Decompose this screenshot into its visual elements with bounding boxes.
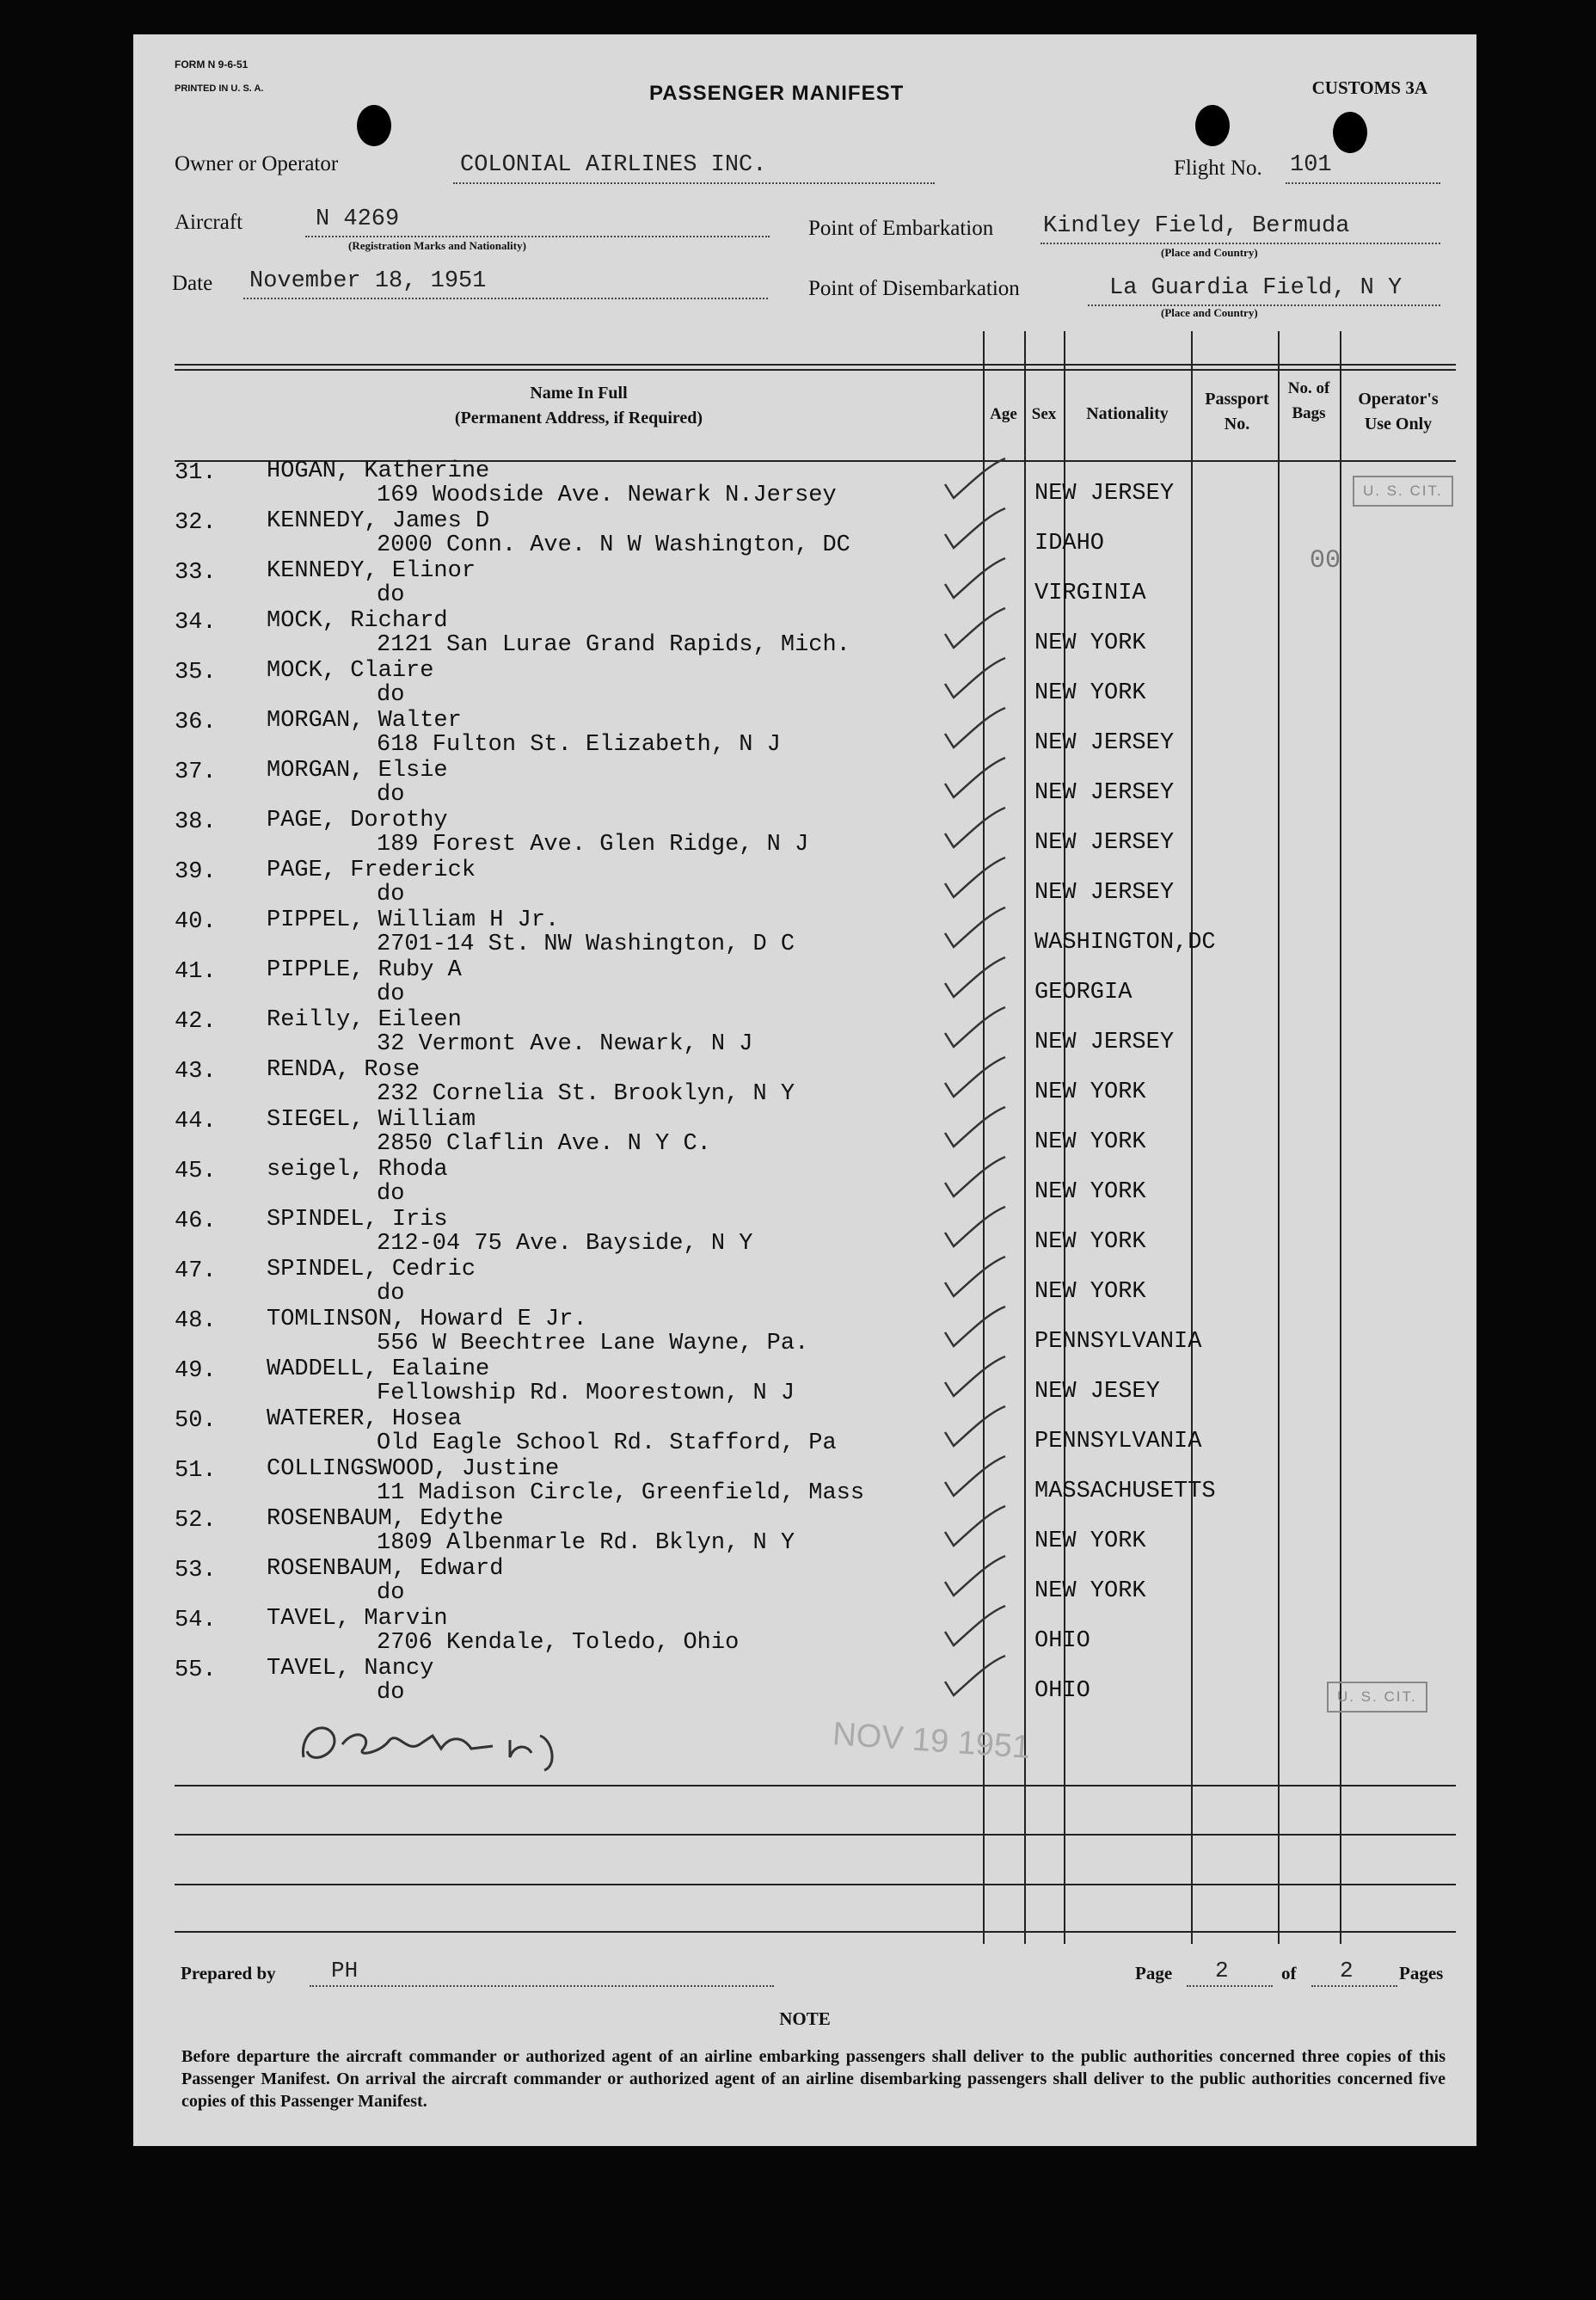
table-row	[175, 560, 1456, 610]
check-mark-icon	[1040, 656, 1100, 708]
passenger-address: 556 W Beechtree Lane Wayne, Pa.	[377, 1331, 809, 1356]
embark-value: Kindley Field, Bermuda	[1043, 213, 1350, 239]
table-row	[175, 809, 1456, 859]
passenger-address: do	[377, 981, 405, 1007]
passenger-number: 43.	[175, 1059, 217, 1085]
check-mark-icon	[1040, 606, 1100, 658]
us-cit-stamp-bottom: U. S. CIT.	[1327, 1682, 1427, 1713]
punch-hole-left	[357, 105, 391, 146]
note-text: Before departure the aircraft commander or authorized agent of an airline embarking passengers shall deliver to the public authorities concerned three copies of this Passenger Manifest. On arrival the aircraft commander or authorized agent of an airline disembarking passengers shall deliver to the public authorities concerned five copies of this Passenger Manifest.	[181, 2047, 1446, 2111]
passenger-address: 2850 Claflin Ave. N Y C.	[377, 1131, 711, 1157]
table-row	[175, 959, 1456, 1009]
received-date-stamp: NOV 19 1951	[831, 1716, 1032, 1766]
blank-rule-2	[175, 1834, 1456, 1836]
passenger-number: 48.	[175, 1308, 217, 1334]
passenger-nationality: NEW JERSEY	[1034, 730, 1175, 756]
passenger-name: SPINDEL, Iris	[267, 1207, 448, 1233]
check-mark-icon	[1040, 1205, 1100, 1257]
aircraft-label: Aircraft	[175, 211, 243, 234]
form-number: FORM N 9-6-51	[175, 58, 249, 71]
blank-rule-1	[175, 1785, 1456, 1786]
signature	[295, 1710, 587, 1774]
table-row	[175, 1508, 1456, 1558]
passenger-nationality: NEW JERSEY	[1034, 830, 1175, 856]
punch-hole-right-1	[1195, 105, 1230, 146]
check-mark-icon	[1040, 457, 1100, 508]
table-top-rule-2	[175, 369, 1456, 371]
owner-underline	[453, 182, 935, 184]
check-mark-icon	[1040, 1504, 1100, 1556]
date-underline	[243, 298, 768, 299]
col-header-name-sub: (Permanent Address, if Required)	[454, 409, 703, 427]
passenger-nationality: NEW YORK	[1034, 630, 1146, 656]
table-row	[175, 710, 1456, 759]
passenger-number: 42.	[175, 1009, 217, 1035]
prepared-value: PH	[331, 1958, 359, 1983]
table-row	[175, 1208, 1456, 1258]
check-mark-icon	[1040, 1355, 1100, 1406]
passenger-nationality: NEW JERSEY	[1034, 1030, 1175, 1055]
check-mark-icon	[1040, 756, 1100, 808]
passenger-number: 49.	[175, 1358, 217, 1384]
passenger-number: 46.	[175, 1208, 217, 1234]
us-cit-stamp-top: U. S. CIT.	[1353, 476, 1453, 507]
passenger-name: TAVEL, Nancy	[267, 1656, 434, 1682]
owner-label: Owner or Operator	[175, 152, 339, 175]
passenger-name: PIPPEL, William H Jr.	[267, 907, 560, 933]
passenger-address: do	[377, 782, 405, 808]
passenger-nationality: NEW JERSEY	[1034, 481, 1175, 507]
check-mark-icon	[1040, 557, 1100, 608]
passenger-nationality: GEORGIA	[1034, 980, 1133, 1005]
check-mark-icon	[1040, 1654, 1100, 1706]
table-row	[175, 859, 1456, 909]
passenger-nationality: NEW JERSEY	[1034, 880, 1175, 906]
passenger-number: 45.	[175, 1159, 217, 1184]
disembark-sub: (Place and Country)	[1161, 306, 1258, 319]
check-mark-icon	[1040, 1554, 1100, 1606]
table-row	[175, 1657, 1456, 1707]
check-mark-icon	[1040, 856, 1100, 907]
passenger-address: Fellowship Rd. Moorestown, N J	[377, 1381, 795, 1406]
col-header-nationality: Nationality	[1086, 404, 1169, 423]
passenger-address: do	[377, 582, 405, 608]
passenger-address: 189 Forest Ave. Glen Ridge, N J	[377, 832, 809, 858]
passenger-number: 54.	[175, 1608, 217, 1633]
passenger-name: WATERER, Hosea	[267, 1406, 462, 1432]
note-title: NOTE	[779, 2008, 831, 2029]
embark-sub: (Place and Country)	[1161, 246, 1258, 259]
page-label: Page	[1135, 1963, 1173, 1983]
passenger-number: 53.	[175, 1558, 217, 1584]
passenger-nationality: NEW YORK	[1034, 1079, 1146, 1105]
aircraft-underline	[305, 236, 770, 237]
passenger-nationality: NEW YORK	[1034, 1528, 1146, 1554]
passenger-name: SIEGEL, William	[267, 1107, 476, 1133]
col-header-name	[175, 381, 983, 431]
check-mark-icon	[1040, 1105, 1100, 1157]
passenger-address: do	[377, 1680, 405, 1706]
passenger-address: 2701-14 St. NW Washington, D C	[377, 932, 795, 957]
prepared-label: Prepared by	[181, 1963, 276, 1983]
passenger-address: Old Eagle School Rd. Stafford, Pa	[377, 1430, 837, 1456]
passenger-name: MORGAN, Walter	[267, 708, 462, 734]
passenger-address: 2000 Conn. Ave. N W Washington, DC	[377, 532, 850, 558]
passenger-address: do	[377, 882, 405, 907]
page-of-label: of	[1281, 1963, 1297, 1983]
page-total: 2	[1340, 1958, 1354, 1983]
passenger-nationality: NEW YORK	[1034, 1279, 1146, 1305]
passenger-address: 2706 Kendale, Toledo, Ohio	[377, 1630, 740, 1656]
passenger-name: MORGAN, Elsie	[267, 758, 448, 784]
col-header-name-text: Name In Full	[530, 384, 628, 403]
page-title: PASSENGER MANIFEST	[649, 82, 905, 105]
passenger-number: 40.	[175, 909, 217, 935]
table-row	[175, 610, 1456, 660]
passenger-number: 41.	[175, 959, 217, 985]
date-value: November 18, 1951	[249, 268, 487, 294]
passenger-nationality: NEW JERSEY	[1034, 780, 1175, 806]
table-top-rule	[175, 364, 1456, 366]
passenger-number: 35.	[175, 660, 217, 686]
passenger-name: COLLINGSWOOD, Justine	[267, 1456, 560, 1482]
check-mark-icon	[1040, 1454, 1100, 1506]
table-row	[175, 1258, 1456, 1308]
page-number-underline	[1187, 1985, 1273, 1987]
passenger-address: 618 Fulton St. Elizabeth, N J	[377, 732, 781, 758]
check-mark-icon	[1040, 706, 1100, 758]
punch-hole-right-2	[1333, 112, 1367, 153]
passenger-nationality: IDAHO	[1034, 531, 1105, 557]
passenger-nationality: OHIO	[1034, 1628, 1090, 1654]
customs-form-label: CUSTOMS 3A	[1311, 77, 1427, 98]
aircraft-sub: (Registration Marks and Nationality)	[348, 239, 526, 252]
blank-rule-4	[175, 1931, 1456, 1933]
passenger-name: seigel, Rhoda	[267, 1157, 448, 1183]
passenger-address: do	[377, 1281, 405, 1307]
date-label: Date	[172, 272, 213, 295]
table-row	[175, 1308, 1456, 1358]
table-row	[175, 1059, 1456, 1109]
flight-value: 101	[1290, 152, 1332, 178]
passenger-name: HOGAN, Katherine	[267, 458, 490, 484]
passenger-name: SPINDEL, Cedric	[267, 1257, 476, 1282]
passenger-nationality: WASHINGTON,DC	[1034, 930, 1216, 956]
passenger-address: 232 Cornelia St. Brooklyn, N Y	[377, 1081, 795, 1107]
passenger-number: 32.	[175, 510, 217, 536]
passenger-nationality: OHIO	[1034, 1678, 1090, 1704]
passenger-number: 51.	[175, 1458, 217, 1484]
passenger-number: 50.	[175, 1408, 217, 1434]
passenger-name: MOCK, Claire	[267, 658, 434, 684]
passenger-number: 36.	[175, 710, 217, 735]
passenger-nationality: NEW YORK	[1034, 1129, 1146, 1155]
manifest-sheet	[133, 34, 1476, 2146]
check-mark-icon	[1040, 1155, 1100, 1207]
passenger-nationality: NEW YORK	[1034, 680, 1146, 706]
passenger-address: 32 Vermont Ave. Newark, N J	[377, 1031, 753, 1057]
passenger-nationality: VIRGINIA	[1034, 581, 1146, 606]
passenger-nationality: NEW YORK	[1034, 1179, 1146, 1205]
col-header-bags: No. of Bags	[1287, 379, 1330, 422]
passenger-number: 52.	[175, 1508, 217, 1534]
table-row	[175, 660, 1456, 710]
table-row	[175, 1358, 1456, 1408]
disembark-value: La Guardia Field, N Y	[1109, 275, 1403, 301]
passenger-address: do	[377, 1181, 405, 1207]
check-mark-icon	[1040, 1005, 1100, 1057]
owner-value: COLONIAL AIRLINES INC.	[460, 152, 767, 178]
col-header-age: Age	[990, 405, 1017, 423]
table-row	[175, 1009, 1456, 1059]
bags-mark: 00	[1310, 546, 1341, 575]
flight-underline	[1286, 182, 1440, 184]
table-row	[175, 1458, 1456, 1508]
flight-label: Flight No.	[1174, 157, 1262, 180]
printed-label: PRINTED IN U. S. A.	[175, 83, 264, 94]
table-row	[175, 1608, 1456, 1657]
passenger-name: ROSENBAUM, Edward	[267, 1556, 504, 1582]
embark-label: Point of Embarkation	[808, 217, 994, 240]
check-mark-icon	[1040, 906, 1100, 957]
table-row	[175, 1408, 1456, 1458]
passenger-nationality: MASSACHUSETTS	[1034, 1479, 1216, 1504]
passenger-name: Reilly, Eileen	[267, 1007, 462, 1033]
passenger-address: do	[377, 1580, 405, 1606]
passenger-name: RENDA, Rose	[267, 1057, 420, 1083]
check-mark-icon	[1040, 1305, 1100, 1356]
check-mark-icon	[1040, 956, 1100, 1007]
passenger-nationality: NEW YORK	[1034, 1229, 1146, 1255]
table-row	[175, 1558, 1456, 1608]
passenger-name: WADDELL, Ealaine	[267, 1356, 490, 1382]
passenger-number: 31.	[175, 460, 217, 486]
check-mark-icon	[1040, 1255, 1100, 1307]
table-row	[175, 759, 1456, 809]
passenger-number: 44.	[175, 1109, 217, 1135]
passenger-name: KENNEDY, James D	[267, 508, 490, 534]
table-row	[175, 460, 1456, 510]
table-row	[175, 1109, 1456, 1159]
passenger-name: TAVEL, Marvin	[267, 1606, 448, 1632]
table-row	[175, 1159, 1456, 1208]
passenger-address: 169 Woodside Ave. Newark N.Jersey	[377, 483, 837, 508]
embark-underline	[1040, 243, 1440, 244]
passenger-name: PIPPLE, Ruby A	[267, 957, 462, 983]
col-header-passport: Passport No.	[1205, 390, 1269, 434]
passenger-address: 1809 Albenmarle Rd. Bklyn, N Y	[377, 1530, 795, 1556]
check-mark-icon	[1040, 1604, 1100, 1656]
page-total-underline	[1311, 1985, 1397, 1987]
aircraft-value: N 4269	[316, 206, 400, 232]
check-mark-icon	[1040, 507, 1100, 558]
passenger-nationality: NEW YORK	[1034, 1578, 1146, 1604]
passenger-address: do	[377, 682, 405, 708]
passenger-number: 33.	[175, 560, 217, 586]
passenger-name: TOMLINSON, Howard E Jr.	[267, 1307, 587, 1332]
passenger-name: ROSENBAUM, Edythe	[267, 1506, 504, 1532]
disembark-label: Point of Disembarkation	[808, 277, 1020, 300]
passenger-number: 37.	[175, 759, 217, 785]
passenger-nationality: PENNSYLVANIA	[1034, 1329, 1202, 1355]
disembark-underline	[1088, 304, 1440, 306]
col-header-sex: Sex	[1031, 405, 1057, 423]
passenger-address: 212-04 75 Ave. Bayside, N Y	[377, 1231, 753, 1257]
passenger-name: KENNEDY, Elinor	[267, 558, 476, 584]
col-header-operator: Operator's Use Only	[1358, 390, 1439, 434]
pages-label: Pages	[1399, 1963, 1444, 1983]
passenger-number: 47.	[175, 1258, 217, 1284]
prepared-underline	[310, 1985, 774, 1987]
passenger-number: 55.	[175, 1657, 217, 1683]
check-mark-icon	[1040, 1055, 1100, 1107]
check-mark-icon	[1040, 806, 1100, 858]
passenger-name: MOCK, Richard	[267, 608, 448, 634]
passenger-address: 2121 San Lurae Grand Rapids, Mich.	[377, 632, 850, 658]
passenger-number: 39.	[175, 859, 217, 885]
passenger-table	[175, 331, 1456, 1944]
table-row	[175, 909, 1456, 959]
passenger-address: 11 Madison Circle, Greenfield, Mass	[377, 1480, 865, 1506]
passenger-name: PAGE, Frederick	[267, 858, 476, 883]
blank-rule-3	[175, 1884, 1456, 1885]
page-number: 2	[1215, 1958, 1229, 1983]
passenger-number: 38.	[175, 809, 217, 835]
passenger-name: PAGE, Dorothy	[267, 808, 448, 833]
table-row	[175, 510, 1456, 560]
passenger-nationality: NEW JESEY	[1034, 1379, 1160, 1405]
check-mark-icon	[1040, 1405, 1100, 1456]
passenger-number: 34.	[175, 610, 217, 636]
passenger-nationality: PENNSYLVANIA	[1034, 1429, 1202, 1454]
